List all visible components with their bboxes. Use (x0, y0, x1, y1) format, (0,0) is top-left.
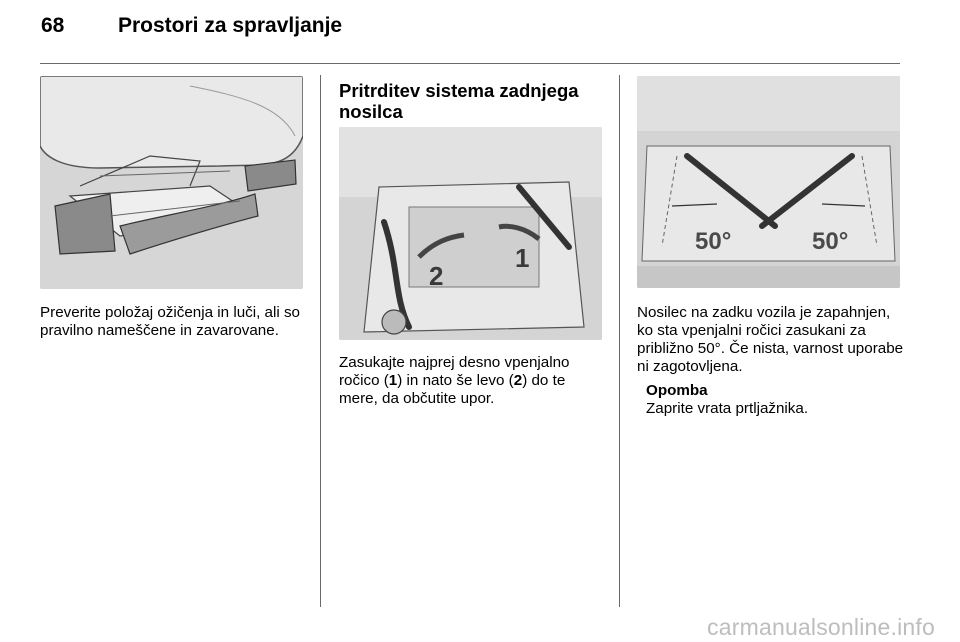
section-heading-line1: Pritrditev sistema zadnjega (339, 80, 579, 101)
column-divider-1 (320, 75, 321, 607)
column-divider-2 (619, 75, 620, 607)
angle-label-left: 50° (695, 228, 732, 255)
section-heading (339, 80, 609, 122)
figure-label-1: 1 (515, 243, 530, 273)
col2-text-part2: ) in nato še levo ( (397, 372, 514, 389)
page-title: Prostori za spravljanje (118, 14, 343, 37)
col2-text-part3: ) do te mere, da občutite upor. (339, 372, 566, 407)
latch-levers-figure (339, 127, 602, 340)
watermark: carmanualsonline.info (707, 614, 935, 640)
note-text: Zaprite vrata prtljažnika. (646, 400, 809, 417)
figure-label-2: 2 (429, 261, 444, 291)
lever-ref-1: 1 (388, 372, 398, 389)
header-divider (40, 63, 900, 64)
section-heading-line2: nosilca (339, 101, 403, 122)
lever-ref-2: 2 (513, 372, 523, 389)
page-number: 68 (41, 14, 65, 37)
col1-paragraph: Preverite položaj ožičenja in luči, ali so pravilno nameščene in zavarovane. (40, 304, 301, 339)
col2-paragraph (339, 354, 604, 408)
carrier-figure (40, 76, 303, 289)
angle-label-right: 50° (812, 228, 849, 255)
lever-angle-figure (637, 76, 900, 288)
col3-paragraph: Nosilec na zadku vozila je zapahnjen, ko sta vpenjalni ročici zasukani za približno 50°. Če nista, varnost uporabe ni zagotovljena. (637, 304, 904, 375)
col2-text-part1: Zasukajte najprej desno vpenjalno ročico ( (339, 354, 570, 389)
note-heading: Opomba (646, 382, 708, 399)
